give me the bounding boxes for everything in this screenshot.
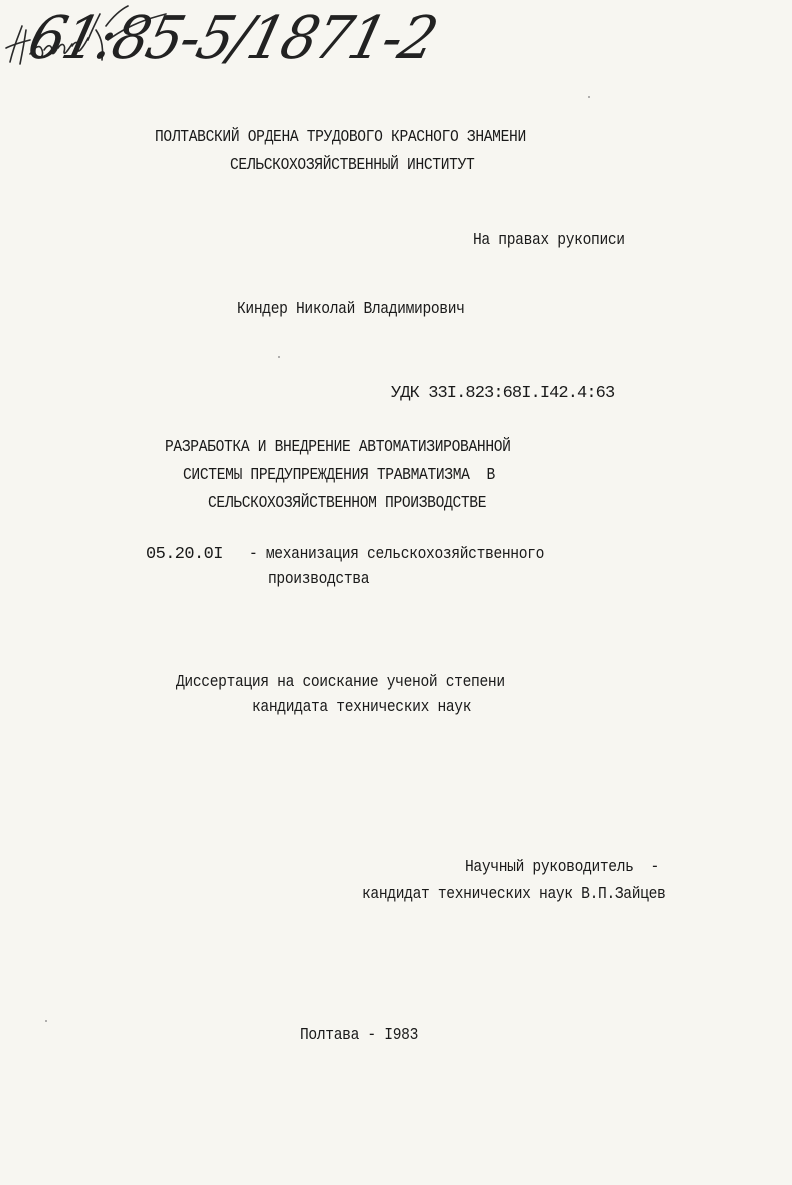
- place-and-year: Полтава - I983: [300, 1026, 419, 1045]
- institute-line-2: СЕЛЬСКОХОЗЯЙСТВЕННЫЙ ИНСТИТУТ: [230, 156, 475, 175]
- scan-speck: [45, 1020, 47, 1022]
- specialty-code: 05.20.0I: [146, 545, 223, 564]
- supervisor-line-2: кандидат технических наук В.П.Зайцев: [362, 885, 666, 904]
- institute-line-1: ПОЛТАВСКИЙ ОРДЕНА ТРУДОВОГО КРАСНОГО ЗНАМЕНИ: [155, 128, 526, 147]
- specialty-name-line-1: - механизация сельскохозяйственного: [249, 545, 545, 564]
- udc-code: УДК 33I.823:68I.I42.4:63: [391, 384, 615, 403]
- supervisor-line-1: Научный руководитель -: [465, 858, 659, 877]
- degree-line-2: кандидата технических наук: [252, 698, 472, 717]
- scan-speck: [278, 356, 280, 358]
- rights-notice: На правах рукописи: [473, 231, 625, 250]
- handwritten-catalog-number: 61:85-5/1871-2: [21, 4, 443, 73]
- specialty-name-line-2: производства: [268, 570, 370, 589]
- author-name: Киндер Николай Владимирович: [237, 300, 465, 319]
- title-line-1: РАЗРАБОТКА И ВНЕДРЕНИЕ АВТОМАТИЗИРОВАННОЙ: [165, 438, 511, 457]
- title-line-3: СЕЛЬСКОХОЗЯЙСТВЕННОМ ПРОИЗВОДСТВЕ: [208, 494, 487, 513]
- degree-line-1: Диссертация на соискание ученой степени: [176, 673, 505, 692]
- title-line-2: СИСТЕМЫ ПРЕДУПРЕЖДЕНИЯ ТРАВМАТИЗМА В: [183, 466, 495, 485]
- scan-speck: [588, 96, 590, 98]
